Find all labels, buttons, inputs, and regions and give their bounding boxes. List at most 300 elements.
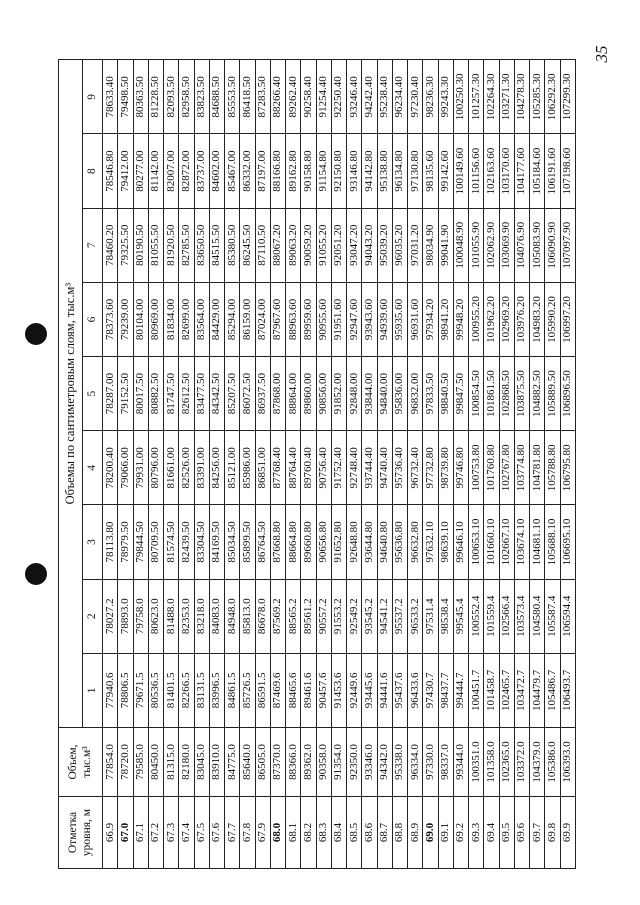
cm-value-cell: 86418.50 [240, 60, 255, 134]
level-cell: 67.4 [179, 797, 194, 869]
cm-value-cell: 104076.90 [514, 208, 529, 282]
cm-value-cell: 92549.2 [347, 579, 362, 653]
cm-value-cell: 84688.50 [209, 60, 224, 134]
volume-cell: 85640.0 [240, 728, 255, 797]
cm-value-cell: 80104.00 [133, 282, 148, 356]
cm-index-header: 6 [83, 282, 103, 356]
cm-value-cell: 106191.60 [545, 134, 560, 208]
cm-value-cell: 77940.6 [103, 653, 118, 727]
cm-value-cell: 106090.90 [545, 208, 560, 282]
binder-hole-upper [25, 323, 47, 345]
level-cell: 68.7 [377, 797, 392, 869]
cm-value-cell: 80796.00 [148, 431, 163, 505]
cm-value-cell: 100048.90 [453, 208, 468, 282]
cm-value-cell: 86851.00 [255, 431, 270, 505]
cm-value-cell: 104479.7 [530, 653, 545, 727]
cm-value-cell: 89262.40 [286, 60, 301, 134]
table-row [209, 60, 224, 869]
cm-value-cell: 87768.40 [270, 431, 285, 505]
cm-value-cell: 97531.4 [423, 579, 438, 653]
volume-cell: 94342.0 [377, 728, 392, 797]
cm-value-cell: 103674.10 [514, 505, 529, 579]
cm-value-cell: 104177.60 [514, 134, 529, 208]
cm-value-cell: 85986.00 [240, 431, 255, 505]
cm-value-cell: 102767.80 [499, 431, 514, 505]
cm-value-cell: 78200.40 [103, 431, 118, 505]
cm-value-cell: 79671.5 [133, 653, 148, 727]
cm-value-cell: 102969.20 [499, 282, 514, 356]
cm-index-header: 8 [83, 134, 103, 208]
table-row [286, 60, 301, 869]
cm-value-cell: 105688.10 [545, 505, 560, 579]
cm-value-cell: 93146.80 [347, 134, 362, 208]
cm-value-cell: 89959.60 [301, 282, 316, 356]
cm-value-cell: 85726.5 [240, 653, 255, 727]
cm-value-cell: 87283.50 [255, 60, 270, 134]
cm-index-header: 1 [83, 653, 103, 727]
cm-value-cell: 81834.00 [164, 282, 179, 356]
cm-value-cell: 94640.80 [377, 505, 392, 579]
cm-value-cell: 100653.10 [469, 505, 484, 579]
cm-value-cell: 78373.60 [103, 282, 118, 356]
cm-value-cell: 103271.30 [499, 60, 514, 134]
volume-cell: 100351.0 [469, 728, 484, 797]
cm-value-cell: 92848.00 [347, 357, 362, 431]
volume-cell: 103372.0 [514, 728, 529, 797]
volume-cell: 98337.0 [438, 728, 453, 797]
cm-value-cell: 94441.6 [377, 653, 392, 727]
cm-value-cell: 82958.50 [179, 60, 194, 134]
cm-value-cell: 79066.00 [118, 431, 133, 505]
level-cell: 67.2 [148, 797, 163, 869]
table-row [362, 60, 377, 869]
level-cell: 69.0 [423, 797, 438, 869]
cm-value-cell: 91652.80 [331, 505, 346, 579]
level-cell: 67.1 [133, 797, 148, 869]
cm-value-cell: 105486.7 [545, 653, 560, 727]
level-cell: 69.4 [484, 797, 499, 869]
volume-cell: 92350.0 [347, 728, 362, 797]
level-cell: 68.8 [392, 797, 407, 869]
level-cell: 67.5 [194, 797, 209, 869]
cm-value-cell: 96632.80 [408, 505, 423, 579]
cm-value-cell: 92250.40 [331, 60, 346, 134]
cm-value-cell: 78979.50 [118, 505, 133, 579]
cm-value-cell: 91453.6 [331, 653, 346, 727]
cm-value-cell: 80969.00 [148, 282, 163, 356]
cm-value-cell: 87024.00 [255, 282, 270, 356]
cm-value-cell: 96234.40 [392, 60, 407, 134]
table-row [194, 60, 209, 869]
cm-value-cell: 89461.6 [301, 653, 316, 727]
level-cell: 69.6 [514, 797, 529, 869]
cm-value-cell: 95736.40 [392, 431, 407, 505]
cm-value-cell: 107097.90 [560, 208, 576, 282]
cm-value-cell: 78027.2 [103, 579, 118, 653]
cm-value-cell: 80363.50 [133, 60, 148, 134]
volume-cell: 87370.0 [270, 728, 285, 797]
level-cell: 68.6 [362, 797, 377, 869]
cm-value-cell: 104781.80 [530, 431, 545, 505]
cm-value-cell: 96533.2 [408, 579, 423, 653]
cm-value-cell: 78806.5 [118, 653, 133, 727]
cm-value-cell: 83564.00 [194, 282, 209, 356]
cm-value-cell: 88565.2 [286, 579, 301, 653]
cm-value-cell: 101660.10 [484, 505, 499, 579]
volume-cell: 93346.0 [362, 728, 377, 797]
level-cell: 67.3 [164, 797, 179, 869]
level-cell: 69.7 [530, 797, 545, 869]
cm-value-cell: 94541.2 [377, 579, 392, 653]
table-row [118, 60, 133, 869]
cm-value-cell: 88166.80 [270, 134, 285, 208]
cm-value-cell: 105083.90 [530, 208, 545, 282]
volume-cell: 95338.0 [392, 728, 407, 797]
cm-value-cell: 106997.20 [560, 282, 576, 356]
cm-value-cell: 79412.00 [118, 134, 133, 208]
cm-value-cell: 105990.20 [545, 282, 560, 356]
cm-value-cell: 106695.10 [560, 505, 576, 579]
cm-value-cell: 84256.00 [209, 431, 224, 505]
cm-value-cell: 86678.0 [255, 579, 270, 653]
volume-cell: 106393.0 [560, 728, 576, 797]
cm-value-cell: 78113.80 [103, 505, 118, 579]
cm-value-cell: 92748.40 [347, 431, 362, 505]
volume-header: Объем, тыс.м³ [59, 728, 103, 797]
cm-value-cell: 96134.80 [392, 134, 407, 208]
cm-value-cell: 96035.20 [392, 208, 407, 282]
table-row [560, 60, 576, 869]
table-row [530, 60, 545, 869]
cm-value-cell: 100451.7 [469, 653, 484, 727]
cm-value-cell: 85294.00 [225, 282, 240, 356]
volume-cell: 83045.0 [194, 728, 209, 797]
cm-value-cell: 82612.50 [179, 357, 194, 431]
cm-value-cell: 88465.6 [286, 653, 301, 727]
cm-value-cell: 90258.40 [301, 60, 316, 134]
table-row [148, 60, 163, 869]
cm-value-cell: 87868.00 [270, 357, 285, 431]
cm-value-cell: 99646.10 [453, 505, 468, 579]
cm-value-cell: 80017.50 [133, 357, 148, 431]
volume-cell: 88366.0 [286, 728, 301, 797]
cm-value-cell: 84429.00 [209, 282, 224, 356]
level-header: Отметка уровня, м [59, 797, 103, 869]
table-row [438, 60, 453, 869]
cm-value-cell: 88067.20 [270, 208, 285, 282]
cm-value-cell: 91553.2 [331, 579, 346, 653]
cm-value-cell: 85380.50 [225, 208, 240, 282]
cm-value-cell: 103875.50 [514, 357, 529, 431]
cm-value-cell: 99444.7 [453, 653, 468, 727]
level-cell: 68.4 [331, 797, 346, 869]
cm-value-cell: 82439.50 [179, 505, 194, 579]
cm-value-cell: 86159.00 [240, 282, 255, 356]
table-row [164, 60, 179, 869]
cm-value-cell: 82093.50 [164, 60, 179, 134]
volume-cell: 86505.0 [255, 728, 270, 797]
cm-value-cell: 96433.6 [408, 653, 423, 727]
cm-value-cell: 79844.50 [133, 505, 148, 579]
cm-value-cell: 88764.40 [286, 431, 301, 505]
cm-value-cell: 102264.30 [484, 60, 499, 134]
table-row [377, 60, 392, 869]
cm-value-cell: 84083.0 [209, 579, 224, 653]
cm-value-cell: 79931.00 [133, 431, 148, 505]
cm-index-header: 2 [83, 579, 103, 653]
cm-value-cell: 83131.5 [194, 653, 209, 727]
level-cell: 68.5 [347, 797, 362, 869]
table-row [408, 60, 423, 869]
cm-value-cell: 95238.40 [377, 60, 392, 134]
cm-value-cell: 90756.40 [316, 431, 331, 505]
volume-cell: 99344.0 [453, 728, 468, 797]
cm-value-cell: 81747.50 [164, 357, 179, 431]
cm-index-header: 9 [83, 60, 103, 134]
cm-value-cell: 98135.60 [423, 134, 438, 208]
cm-value-cell: 90457.6 [316, 653, 331, 727]
cm-value-cell: 95537.2 [392, 579, 407, 653]
cm-value-cell: 81228.50 [148, 60, 163, 134]
level-cell: 69.9 [560, 797, 576, 869]
cm-value-cell: 83996.5 [209, 653, 224, 727]
cm-value-cell: 82266.5 [179, 653, 194, 727]
cm-value-cell: 95039.20 [377, 208, 392, 282]
cm-value-cell: 89162.80 [286, 134, 301, 208]
cm-value-cell: 100149.60 [453, 134, 468, 208]
cm-value-cell: 100753.80 [469, 431, 484, 505]
cm-value-cell: 81055.50 [148, 208, 163, 282]
cm-index-header: 5 [83, 357, 103, 431]
cm-value-cell: 106795.80 [560, 431, 576, 505]
table-row [453, 60, 468, 869]
cm-value-cell: 105285.30 [530, 60, 545, 134]
cm-value-cell: 85899.50 [240, 505, 255, 579]
cm-value-cell: 80623.0 [148, 579, 163, 653]
cm-value-cell: 81920.50 [164, 208, 179, 282]
cm-value-cell: 78460.20 [103, 208, 118, 282]
cm-value-cell: 99142.60 [438, 134, 453, 208]
cm-value-cell: 100955.20 [469, 282, 484, 356]
cm-value-cell: 82785.50 [179, 208, 194, 282]
cm-index-header: 3 [83, 505, 103, 579]
cm-value-cell: 96832.00 [408, 357, 423, 431]
table-row [514, 60, 529, 869]
cm-value-cell: 99746.80 [453, 431, 468, 505]
cm-value-cell: 91055.20 [316, 208, 331, 282]
cm-value-cell: 105889.50 [545, 357, 560, 431]
table-row [225, 60, 240, 869]
cm-value-cell: 93545.2 [362, 579, 377, 653]
cm-value-cell: 93445.6 [362, 653, 377, 727]
cm-value-cell: 87668.80 [270, 505, 285, 579]
cm-value-cell: 92150.80 [331, 134, 346, 208]
cm-value-cell: 83391.00 [194, 431, 209, 505]
cm-value-cell: 101861.50 [484, 357, 499, 431]
cm-value-cell: 104882.50 [530, 357, 545, 431]
cm-index-header: 7 [83, 208, 103, 282]
cm-value-cell: 83218.0 [194, 579, 209, 653]
level-cell: 69.8 [545, 797, 560, 869]
table-row [103, 60, 118, 869]
cm-value-cell: 87569.2 [270, 579, 285, 653]
cm-value-cell: 87967.60 [270, 282, 285, 356]
cm-value-cell: 100250.30 [453, 60, 468, 134]
table-row [331, 60, 346, 869]
cm-value-cell: 79152.50 [118, 357, 133, 431]
cm-value-cell: 81142.00 [148, 134, 163, 208]
cm-value-cell: 91154.80 [316, 134, 331, 208]
cm-value-cell: 85207.50 [225, 357, 240, 431]
volume-cell: 82180.0 [179, 728, 194, 797]
table-row [133, 60, 148, 869]
volume-cell: 80450.0 [148, 728, 163, 797]
cm-value-cell: 102465.7 [499, 653, 514, 727]
table-row [301, 60, 316, 869]
level-cell: 67.0 [118, 797, 133, 869]
cm-value-cell: 98840.50 [438, 357, 453, 431]
cm-value-cell: 92648.80 [347, 505, 362, 579]
cm-value-cell: 82872.00 [179, 134, 194, 208]
cm-value-cell: 94840.00 [377, 357, 392, 431]
cm-value-cell: 86764.50 [255, 505, 270, 579]
cm-value-cell: 97934.20 [423, 282, 438, 356]
cm-value-cell: 102566.4 [499, 579, 514, 653]
level-cell: 68.9 [408, 797, 423, 869]
cm-value-cell: 82699.00 [179, 282, 194, 356]
cm-value-cell: 99243.30 [438, 60, 453, 134]
level-cell: 67.9 [255, 797, 270, 869]
cm-value-cell: 94939.60 [377, 282, 392, 356]
volume-cell: 97330.0 [423, 728, 438, 797]
cm-value-cell: 102868.50 [499, 357, 514, 431]
cm-value-cell: 85034.50 [225, 505, 240, 579]
volume-table [58, 59, 576, 869]
cm-value-cell: 103472.7 [514, 653, 529, 727]
level-cell: 66.9 [103, 797, 118, 869]
cm-value-cell: 101156.60 [469, 134, 484, 208]
cm-value-cell: 97632.10 [423, 505, 438, 579]
cm-value-cell: 90955.60 [316, 282, 331, 356]
cm-value-cell: 87469.6 [270, 653, 285, 727]
cm-value-cell: 84515.50 [209, 208, 224, 282]
cm-value-cell: 86332.00 [240, 134, 255, 208]
cm-value-cell: 95935.60 [392, 282, 407, 356]
table-frame [58, 60, 576, 869]
cm-value-cell: 85121.00 [225, 431, 240, 505]
cm-value-cell: 94242.40 [362, 60, 377, 134]
level-cell: 67.7 [225, 797, 240, 869]
cm-value-cell: 93744.40 [362, 431, 377, 505]
cm-value-cell: 99847.50 [453, 357, 468, 431]
cm-value-cell: 102163.60 [484, 134, 499, 208]
cm-value-cell: 101760.80 [484, 431, 499, 505]
cm-value-cell: 102062.90 [484, 208, 499, 282]
volume-cell: 78720.0 [118, 728, 133, 797]
table-row [347, 60, 362, 869]
cm-value-cell: 104983.20 [530, 282, 545, 356]
cm-value-cell: 98739.80 [438, 431, 453, 505]
level-cell: 69.5 [499, 797, 514, 869]
table-row [240, 60, 255, 869]
page-number: 35 [592, 45, 611, 63]
cm-value-cell: 99545.4 [453, 579, 468, 653]
cm-value-cell: 87110.50 [255, 208, 270, 282]
cm-value-cell: 86937.50 [255, 357, 270, 431]
cm-value-cell: 94740.40 [377, 431, 392, 505]
cm-value-cell: 86072.50 [240, 357, 255, 431]
volume-cell: 84775.0 [225, 728, 240, 797]
cm-value-cell: 90656.80 [316, 505, 331, 579]
cm-value-cell: 106493.7 [560, 653, 576, 727]
level-cell: 67.6 [209, 797, 224, 869]
cm-value-cell: 93644.80 [362, 505, 377, 579]
cm-value-cell: 89063.20 [286, 208, 301, 282]
cm-value-cell: 105788.80 [545, 431, 560, 505]
cm-value-cell: 97430.7 [423, 653, 438, 727]
cm-value-cell: 81574.50 [164, 505, 179, 579]
cm-value-cell: 97031.20 [408, 208, 423, 282]
level-cell: 69.3 [469, 797, 484, 869]
cm-value-cell: 82007.00 [164, 134, 179, 208]
volume-cell: 96334.0 [408, 728, 423, 797]
volume-cell: 89362.0 [301, 728, 316, 797]
cm-value-cell: 103976.20 [514, 282, 529, 356]
cm-value-cell: 104580.4 [530, 579, 545, 653]
level-cell: 69.2 [453, 797, 468, 869]
cm-value-cell: 81401.5 [164, 653, 179, 727]
cm-value-cell: 93047.20 [347, 208, 362, 282]
cm-value-cell: 78633.40 [103, 60, 118, 134]
cm-value-cell: 90059.20 [301, 208, 316, 282]
cm-value-cell: 98941.20 [438, 282, 453, 356]
binder-hole-lower [25, 563, 47, 585]
cm-value-cell: 85553.50 [225, 60, 240, 134]
cm-value-cell: 93844.00 [362, 357, 377, 431]
cm-value-cell: 91852.00 [331, 357, 346, 431]
cm-value-cell: 96931.60 [408, 282, 423, 356]
cm-value-cell: 95836.00 [392, 357, 407, 431]
cm-value-cell: 84948.0 [225, 579, 240, 653]
table-row [392, 60, 407, 869]
cm-value-cell: 91951.60 [331, 282, 346, 356]
cm-value-cell: 98639.10 [438, 505, 453, 579]
cm-value-cell: 80190.50 [133, 208, 148, 282]
volume-cell: 101358.0 [484, 728, 499, 797]
cm-value-cell: 81488.0 [164, 579, 179, 653]
cm-value-cell: 103069.90 [499, 208, 514, 282]
cm-value-cell: 90856.00 [316, 357, 331, 431]
cm-value-cell: 101458.7 [484, 653, 499, 727]
cm-value-cell: 97130.80 [408, 134, 423, 208]
cm-value-cell: 92051.20 [331, 208, 346, 282]
cm-value-cell: 79325.50 [118, 208, 133, 282]
cm-value-cell: 83477.50 [194, 357, 209, 431]
table-row [484, 60, 499, 869]
cm-value-cell: 94142.80 [362, 134, 377, 208]
cm-value-cell: 83650.50 [194, 208, 209, 282]
table-row [545, 60, 560, 869]
cm-value-cell: 80709.50 [148, 505, 163, 579]
cm-value-cell: 90557.2 [316, 579, 331, 653]
cm-value-cell: 89760.40 [301, 431, 316, 505]
cm-value-cell: 100552.4 [469, 579, 484, 653]
cm-value-cell: 88664.80 [286, 505, 301, 579]
volume-cell: 104379.0 [530, 728, 545, 797]
cm-value-cell: 95138.80 [377, 134, 392, 208]
cm-value-cell: 107299.30 [560, 60, 576, 134]
cm-value-cell: 84602.00 [209, 134, 224, 208]
